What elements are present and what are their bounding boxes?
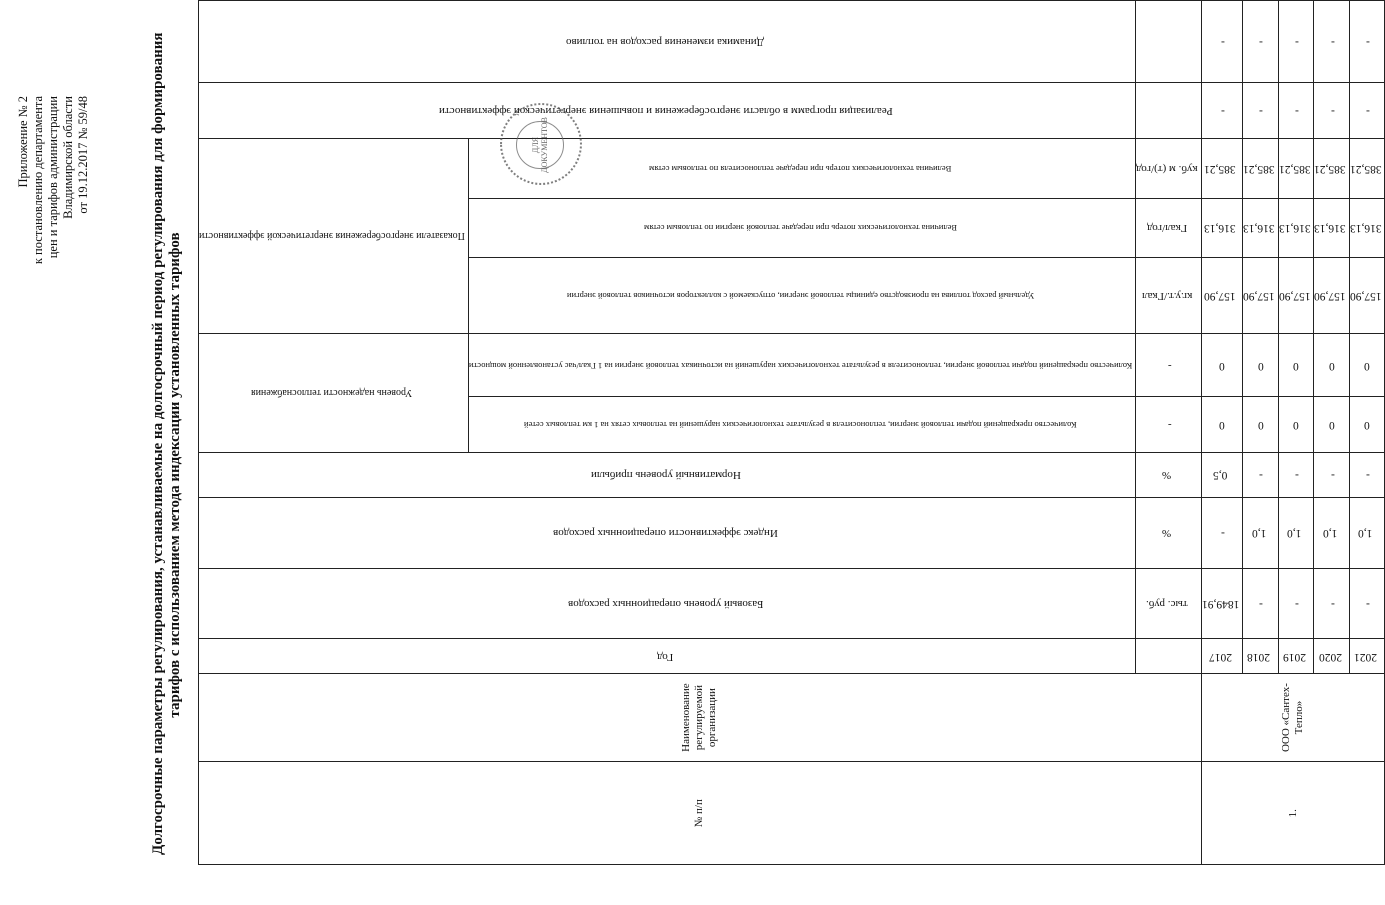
header-organization: Наименование регулируемой организации [199,673,1202,762]
cell-reliability-networks: 0 [1349,397,1385,453]
unit-reliability-networks: - [1136,397,1202,453]
cell-programs: - [1242,83,1278,139]
cell-reliability-networks: 0 [1242,397,1278,453]
header-reliability-group: Уровень надежности теплоснабжения [199,333,469,453]
cell-profit-level: 0,5 [1201,453,1242,498]
cell-base-cost: - [1278,568,1314,638]
cell-programs: - [1201,83,1242,139]
cell-reliability-sources: 0 [1349,333,1385,397]
appendix-line: Владимирской области [61,96,75,219]
cell-heat-losses: 316,13 [1201,199,1242,257]
cell-fuel-dynamics: - [1201,1,1242,83]
cell-specific-fuel: 157,90 [1201,257,1242,333]
cell-efficiency-index: - [1201,497,1242,568]
parameters-table [198,0,1385,865]
cell-year: 2019 [1278,639,1314,673]
cell-reliability-sources: 0 [1314,333,1350,397]
cell-year: 2021 [1349,639,1385,673]
header-coolant-losses: Величина технологических потерь при передаче теплоносителя по тепловым сетям [468,139,1135,199]
cell-coolant-losses: 385,21 [1201,139,1242,199]
stamp-text: ДЛЯ ДОКУМЕНТОВ [516,121,564,169]
document-title [150,32,184,855]
unit-specific-fuel: кг.у.т./Гкал [1136,257,1202,333]
cell-heat-losses: 316,13 [1242,199,1278,257]
cell-fuel-dynamics: - [1349,1,1385,83]
title-line: тарифов с использованием метода индексации установленных тарифов [167,232,183,718]
cell-coolant-losses: 385,21 [1314,139,1350,199]
cell-year: 2020 [1314,639,1350,673]
unit-programs-empty [1136,83,1202,139]
header-year: Год [199,639,1136,673]
unit-fuel-empty [1136,1,1202,83]
cell-year: 2018 [1242,639,1278,673]
cell-reliability-sources: 0 [1278,333,1314,397]
cell-reliability-networks: 0 [1201,397,1242,453]
header-programs: Реализация программ в области энергосбережения и повышения энергетической эффективности [199,83,1136,139]
cell-base-cost: - [1349,568,1385,638]
unit-year-empty [1136,639,1202,673]
cell-base-cost: 1849,91 [1201,568,1242,638]
cell-specific-fuel: 157,90 [1242,257,1278,333]
cell-efficiency-index: 1,0 [1242,497,1278,568]
cell-efficiency-index: 1,0 [1278,497,1314,568]
cell-fuel-dynamics: - [1314,1,1350,83]
cell-year: 2017 [1201,639,1242,673]
cell-reliability-networks: 0 [1314,397,1350,453]
appendix-line: от 19.12.2017 № 59/48 [76,96,90,214]
cell-heat-losses: 316,13 [1278,199,1314,257]
cell-profit-level: - [1278,453,1314,498]
cell-profit-level: - [1314,453,1350,498]
header-energy-group: Показатели энергосбережения энергетической эффективности [199,139,469,333]
appendix-line: к постановлению департамента [31,96,45,265]
cell-programs: - [1314,83,1350,139]
cell-fuel-dynamics: - [1278,1,1314,83]
cell-profit-level: - [1349,453,1385,498]
unit-reliability-sources: - [1136,333,1202,397]
cell-efficiency-index: 1,0 [1349,497,1385,568]
cell-efficiency-index: 1,0 [1314,497,1350,568]
unit-heat-losses: Гкал/год [1136,199,1202,257]
header-base-cost: Базовый уровень операционных расходов [199,568,1136,638]
appendix-line: цен и тарифов администрации [46,96,60,259]
header-reliability-networks: Количество прекращений подачи тепловой энергии, теплоносителя в результате технологических нарушений на тепловых сетях на 1 км тепловых сетей [468,397,1135,453]
cell-heat-losses: 316,13 [1314,199,1350,257]
cell-heat-losses: 316,13 [1349,199,1385,257]
cell-coolant-losses: 385,21 [1242,139,1278,199]
title-line: Долгосрочные параметры регулирования, устанавливаемые на долгосрочный период регулирования для формирования [150,32,166,855]
organization-name: ООО «Сантех-Тепло» [1201,673,1385,762]
header-num: № п/п [199,762,1202,865]
unit-profit-level: % [1136,453,1202,498]
cell-specific-fuel: 157,90 [1314,257,1350,333]
table-row [1201,1,1242,865]
appendix-header [16,96,91,396]
cell-reliability-networks: 0 [1278,397,1314,453]
official-stamp [500,103,582,185]
cell-specific-fuel: 157,90 [1349,257,1385,333]
cell-fuel-dynamics: - [1242,1,1278,83]
unit-base-cost: тыс. руб. [1136,568,1202,638]
cell-base-cost: - [1242,568,1278,638]
cell-programs: - [1278,83,1314,139]
cell-reliability-sources: 0 [1242,333,1278,397]
header-specific-fuel: Удельный расход топлива на производство единицы тепловой энергии, отпускаемой с коллекторов источников тепловой энергии [468,257,1135,333]
organization-number: 1. [1201,762,1385,865]
cell-reliability-sources: 0 [1201,333,1242,397]
unit-efficiency-index: % [1136,497,1202,568]
header-profit-level: Нормативный уровень прибыли [199,453,1136,498]
cell-specific-fuel: 157,90 [1278,257,1314,333]
header-heat-losses: Величина технологических потерь при передаче тепловой энергии по тепловым сетям [468,199,1135,257]
header-fuel-dynamics: Динамика изменения расходов на топливо [199,1,1136,83]
header-reliability-sources: Количество прекращений подачи тепловой энергии, теплоносителя в результате технологических нарушений на источниках тепловой энергии на 1 Гкал/час установленной мощности [468,333,1135,397]
cell-base-cost: - [1314,568,1350,638]
cell-coolant-losses: 385,21 [1349,139,1385,199]
unit-coolant-losses: куб. м (т)/год [1136,139,1202,199]
cell-programs: - [1349,83,1385,139]
header-efficiency-index: Индекс эффективности операционных расходов [199,497,1136,568]
cell-profit-level: - [1242,453,1278,498]
appendix-line: Приложение № 2 [16,96,30,188]
cell-coolant-losses: 385,21 [1278,139,1314,199]
